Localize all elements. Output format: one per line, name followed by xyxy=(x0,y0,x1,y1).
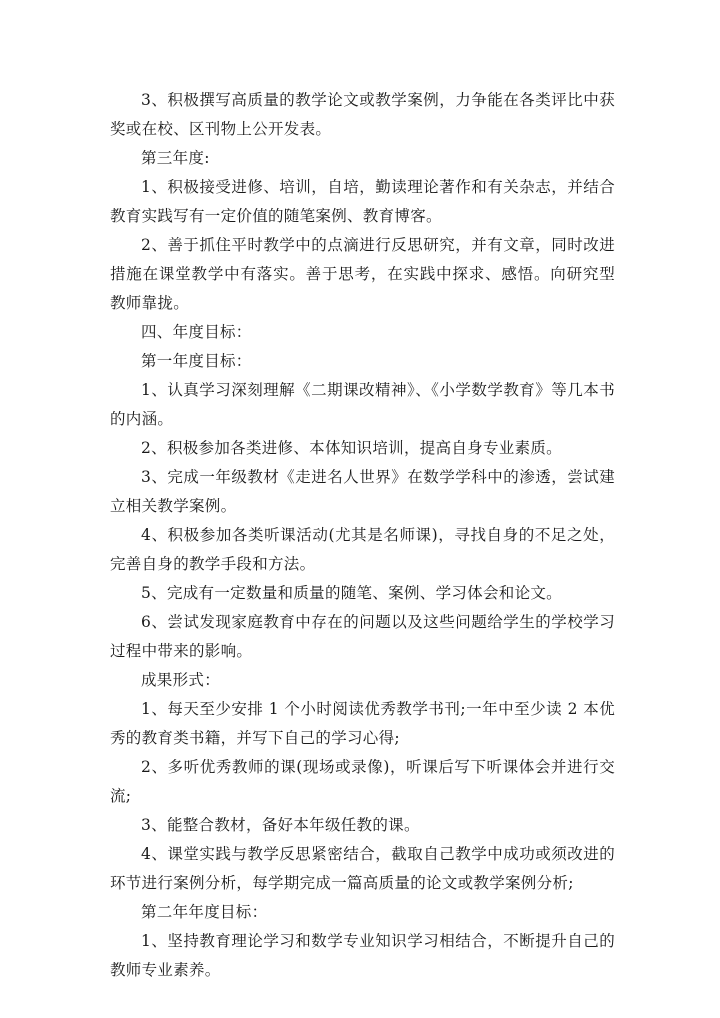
heading-outcome-forms: 成果形式： xyxy=(141,671,221,689)
document-body xyxy=(110,86,615,985)
paragraph-first-year-2: 2、积极参加各类进修、本体知识培训，提高自身专业素质。 xyxy=(141,439,562,457)
paragraph-third-year-1: 1、积极接受进修、培训，自培，勤读理论著作和有关杂志，并结合教育实践写有一定价值的随笔案例、教育博客。 xyxy=(110,178,615,225)
paragraph-first-year-3: 3、完成一年级教材《走进名人世界》在数学学科中的渗透，尝试建立相关教学案例。 xyxy=(110,468,615,515)
paragraph-third-year-2: 2、善于抓住平时教学中的点滴进行反思研究，并有文章，同时改进措施在课堂教学中有落实。善于思考，在实践中探求、感悟。向研究型教师靠拢。 xyxy=(110,236,615,312)
paragraph-second-year-1: 1、坚持教育理论学习和数学专业知识学习相结合，不断提升自己的教师专业素养。 xyxy=(110,932,615,979)
paragraph-outcome-2: 2、多听优秀教师的课(现场或录像)，听课后写下听课体会并进行交流; xyxy=(110,758,615,805)
paragraph-outcome-3: 3、能整合教材，备好本年级任教的课。 xyxy=(141,816,420,834)
heading-first-year-goals: 第一年度目标： xyxy=(141,352,252,370)
paragraph-outcome-1: 1、每天至少安排 1 个小时阅读优秀教学书刊;一年中至少读 2 本优秀的教育类书籍，并写下自己的学习心得; xyxy=(110,700,615,747)
heading-third-year: 第三年度: xyxy=(141,149,210,167)
heading-second-year-goals: 第二年年度目标： xyxy=(141,903,268,921)
paragraph-goal-3-papers: 3、积极撰写高质量的教学论文或教学案例，力争能在各类评比中获奖或在校、区刊物上公开发表。 xyxy=(110,91,615,138)
paragraph-first-year-1: 1、认真学习深刻理解《二期课改精神》、《小学数学教育》等几本书的内涵。 xyxy=(110,381,615,428)
paragraph-first-year-5: 5、完成有一定数量和质量的随笔、案例、学习体会和论文。 xyxy=(141,584,562,602)
paragraph-outcome-4: 4、课堂实践与教学反思紧密结合，截取自己教学中成功或须改进的环节进行案例分析，每学期完成一篇高质量的论文或教学案例分析; xyxy=(110,845,615,892)
paragraph-first-year-6: 6、尝试发现家庭教育中存在的问题以及这些问题给学生的学校学习过程中带来的影响。 xyxy=(110,613,615,660)
heading-annual-goals: 四、年度目标： xyxy=(141,323,252,341)
paragraph-first-year-4: 4、积极参加各类听课活动(尤其是名师课)，寻找自身的不足之处，完善自身的教学手段和方法。 xyxy=(110,526,615,573)
